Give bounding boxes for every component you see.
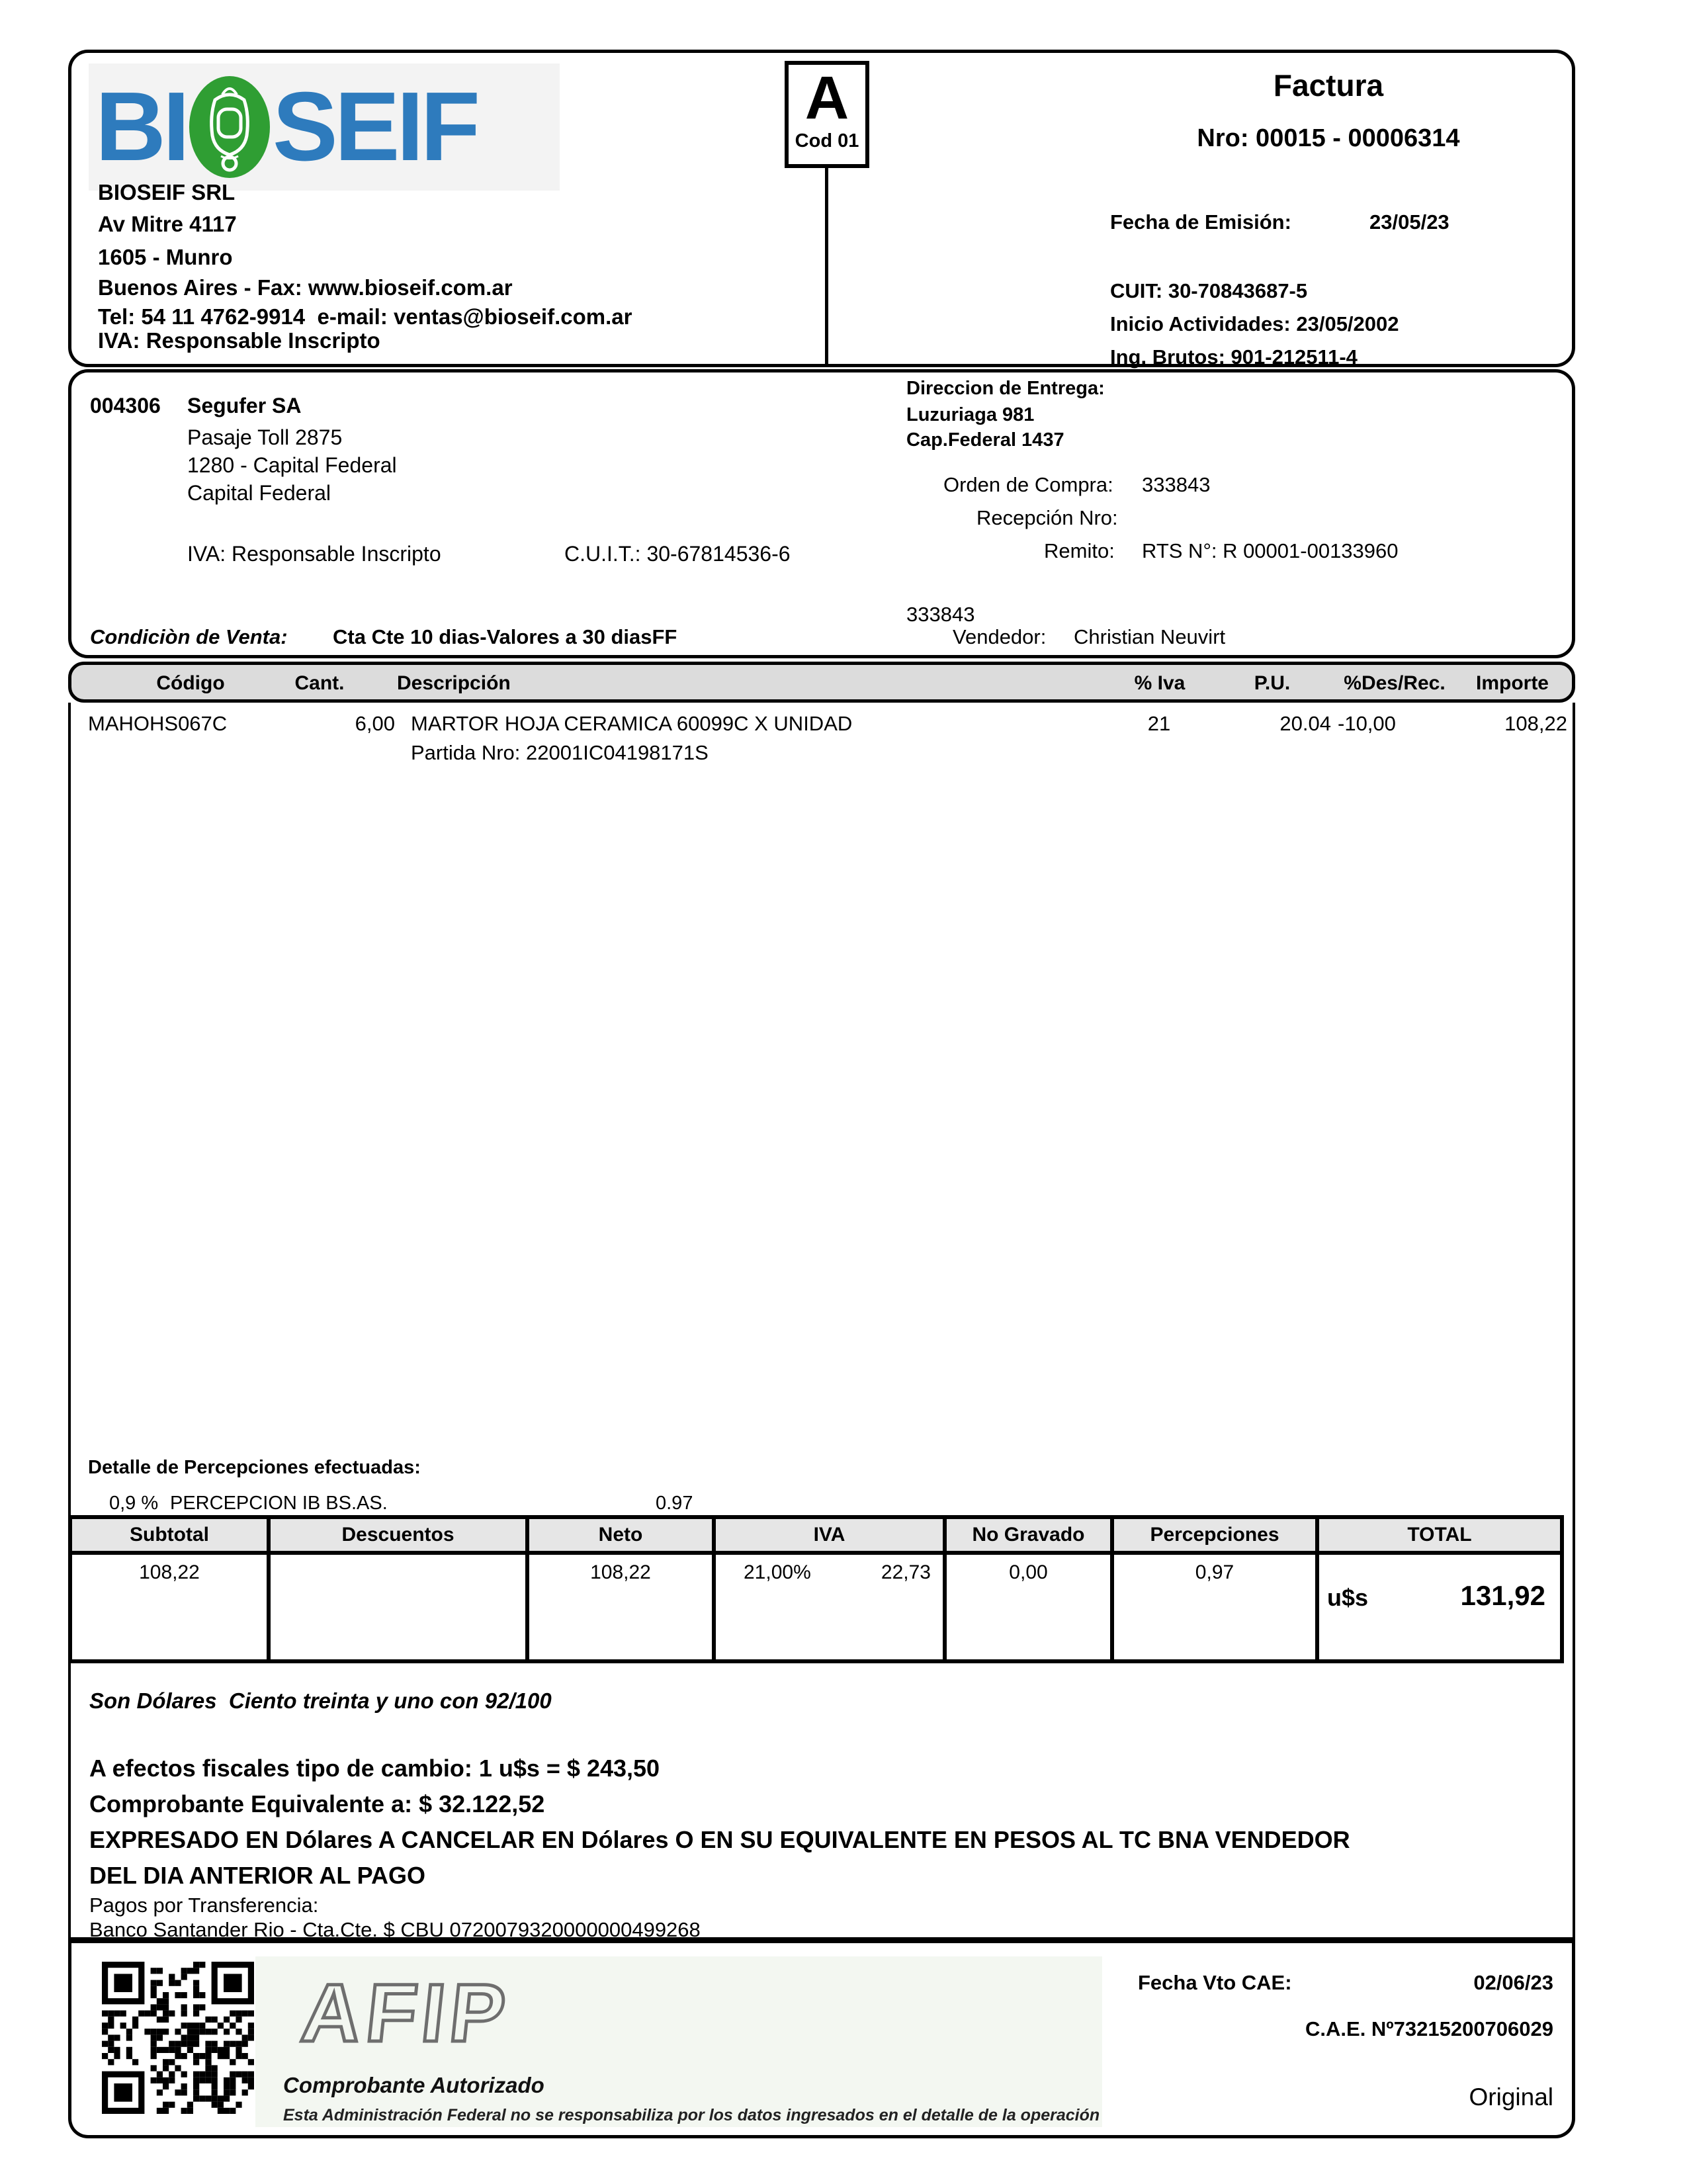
purchase-order-label: Orden de Compra: — [943, 473, 1113, 496]
fiscal-exchange-rate: A efectos fiscales tipo de cambio: 1 u$s = $ 243,50 — [89, 1755, 660, 1782]
delivery-address-line2: Cap.Federal 1437 — [906, 429, 1064, 451]
cae-due-date-value: 02/06/23 — [1473, 1971, 1553, 1994]
col-header-codigo: Código — [156, 672, 225, 694]
totals-value-no-gravado: 0,00 — [1009, 1561, 1048, 1583]
col-header-importe: Importe — [1475, 672, 1549, 694]
svg-text:AFIP: AFIP — [297, 1967, 515, 2059]
perception-rate: 0,9 % — [109, 1493, 159, 1514]
payment-transfer-label: Pagos por Transferencia: — [89, 1894, 319, 1917]
company-iva-status: IVA: Responsable Inscripto — [98, 328, 380, 353]
company-logo — [89, 64, 560, 191]
company-inicio-actividades: Inicio Actividades: 23/05/2002 — [1110, 312, 1399, 335]
footer-box — [68, 1937, 1575, 2138]
company-name: BIOSEIF SRL — [98, 180, 236, 204]
client-city1: 1280 - Capital Federal — [187, 453, 397, 477]
items-table-body — [68, 703, 1575, 1937]
totals-value-percepciones: 0,97 — [1195, 1561, 1234, 1583]
total-currency: u$s — [1327, 1584, 1369, 1611]
item-code: MAHOHS067C — [88, 712, 228, 735]
remito-label: Remito: — [1044, 539, 1115, 562]
item-iva: 21 — [1147, 712, 1171, 735]
purchase-order-value: 333843 — [1142, 473, 1211, 496]
purchase-order-ref: 333843 — [906, 603, 975, 626]
totals-iva-amount: 22,73 — [881, 1561, 931, 1583]
amount-in-words: Son Dólares Ciento treinta y uno con 92/100 — [89, 1688, 552, 1713]
client-city2: Capital Federal — [187, 481, 331, 505]
vendor-value: Christian Neuvirt — [1074, 625, 1226, 648]
invoice-header-box — [68, 50, 1575, 367]
client-street: Pasaje Toll 2875 — [187, 425, 343, 449]
company-cuit: CUIT: 30-70843687-5 — [1110, 279, 1308, 302]
total-amount: 131,92 — [1460, 1580, 1545, 1611]
totals-table — [68, 1515, 1564, 1663]
emission-date-label: Fecha de Emisión: — [1110, 210, 1291, 234]
col-header-iva: % Iva — [1134, 672, 1186, 694]
totals-col-no-gravado — [943, 1519, 1110, 1659]
totals-col-subtotal — [72, 1519, 267, 1659]
header-divider-line — [825, 168, 828, 367]
invoice-cod: Cod 01 — [795, 130, 859, 152]
afip-disclaimer: Esta Administración Federal no se responsabiliza por los datos ingresados en el detalle de la operación — [283, 2106, 1100, 2124]
col-header-pu: P.U. — [1254, 672, 1291, 694]
totals-col-iva — [712, 1519, 943, 1659]
fiscal-equivalent: Comprobante Equivalente a: $ 32.122,52 — [89, 1790, 545, 1817]
perception-amount: 0.97 — [656, 1493, 693, 1514]
cae-number: C.A.E. Nº73215200706029 — [1305, 2017, 1553, 2040]
sale-condition-value: Cta Cte 10 dias-Valores a 30 diasFF — [333, 625, 677, 648]
copy-type: Original — [1469, 2083, 1553, 2111]
invoice-id-block — [1064, 67, 1593, 153]
totals-header-descuentos: Descuentos — [271, 1519, 525, 1555]
perception-name: PERCEPCION IB BS.AS. — [170, 1493, 388, 1514]
comprobante-autorizado-text: Comprobante Autorizado — [283, 2073, 544, 2097]
item-unit-price: 20.04 — [1279, 712, 1331, 735]
invoice-letter-box — [785, 61, 869, 168]
invoice-title: Factura — [1273, 68, 1384, 103]
vendor-label: Vendedor: — [953, 625, 1047, 648]
totals-header-percepciones: Percepciones — [1114, 1519, 1315, 1555]
perceptions-title: Detalle de Percepciones efectuadas: — [88, 1457, 421, 1478]
item-discount: -10,00 — [1338, 712, 1396, 735]
totals-col-total — [1315, 1519, 1560, 1659]
totals-value-neto: 108,22 — [590, 1561, 651, 1583]
totals-value-subtotal: 108,22 — [139, 1561, 200, 1583]
totals-value-iva — [716, 1555, 943, 1584]
company-contact: Tel: 54 11 4762-9914 e-mail: ventas@bioseif.com.ar — [98, 304, 632, 329]
totals-header-iva: IVA — [716, 1519, 943, 1555]
gas-mask-icon — [188, 75, 271, 179]
logo-text-seif: SEIF — [273, 72, 477, 181]
totals-header-subtotal: Subtotal — [72, 1519, 267, 1555]
company-ing-brutos: Ing. Brutos: 901-212511-4 — [1110, 345, 1358, 369]
item-qty: 6,00 — [355, 712, 395, 735]
col-header-descripcion: Descripción — [397, 672, 511, 694]
totals-col-percepciones — [1110, 1519, 1315, 1659]
company-address2: 1605 - Munro — [98, 245, 233, 269]
qr-code — [102, 1962, 254, 2114]
totals-col-descuentos — [267, 1519, 525, 1659]
logo-text-bi: BI — [95, 72, 187, 181]
sale-condition-label: Condiciòn de Venta: — [90, 625, 288, 648]
company-address1: Av Mitre 4117 — [98, 212, 237, 236]
items-table-header — [68, 662, 1575, 703]
delivery-address-label: Direccion de Entrega: — [906, 378, 1105, 399]
totals-value-descuentos — [271, 1555, 525, 1561]
totals-header-neto: Neto — [529, 1519, 712, 1555]
invoice-letter: A — [804, 64, 849, 132]
fiscal-currency-note-2: DEL DIA ANTERIOR AL PAGO — [89, 1862, 426, 1889]
col-header-cant: Cant. — [294, 672, 345, 694]
client-name: Segufer SA — [187, 394, 302, 417]
delivery-address-line1: Luzuriaga 981 — [906, 404, 1035, 425]
client-code: 004306 — [90, 394, 161, 417]
invoice-number: Nro: 00015 - 00006314 — [1197, 124, 1460, 152]
client-cuit: C.U.I.T.: 30-67814536-6 — [564, 542, 791, 566]
totals-iva-rate: 21,00% — [744, 1561, 811, 1583]
cae-due-date-label: Fecha Vto CAE: — [1138, 1971, 1292, 1994]
item-lot-number: Partida Nro: 22001IC04198171S — [411, 741, 709, 764]
client-box — [68, 369, 1575, 658]
afip-logo-icon — [282, 1967, 560, 2060]
col-header-desrec: %Des/Rec. — [1344, 672, 1446, 694]
totals-col-neto — [525, 1519, 712, 1659]
item-description: MARTOR HOJA CERAMICA 60099C X UNIDAD — [411, 712, 853, 735]
fiscal-currency-note-1: EXPRESADO EN Dólares A CANCELAR EN Dólares O EN SU EQUIVALENTE EN PESOS AL TC BNA VENDEDOR — [89, 1826, 1350, 1853]
totals-header-total: TOTAL — [1319, 1519, 1560, 1555]
emission-date-value: 23/05/23 — [1369, 210, 1449, 234]
totals-header-no-gravado: No Gravado — [947, 1519, 1110, 1555]
company-address3: Buenos Aires - Fax: www.bioseif.com.ar — [98, 275, 513, 300]
item-amount: 108,22 — [1504, 712, 1567, 735]
client-iva-status: IVA: Responsable Inscripto — [187, 542, 441, 566]
reception-number-label: Recepción Nro: — [976, 506, 1118, 529]
remito-value: RTS N°: R 00001-00133960 — [1142, 539, 1399, 562]
payment-bank-cbu: Banco Santander Rio - Cta.Cte. $ CBU 0720079320000000499268 — [89, 1918, 701, 1941]
